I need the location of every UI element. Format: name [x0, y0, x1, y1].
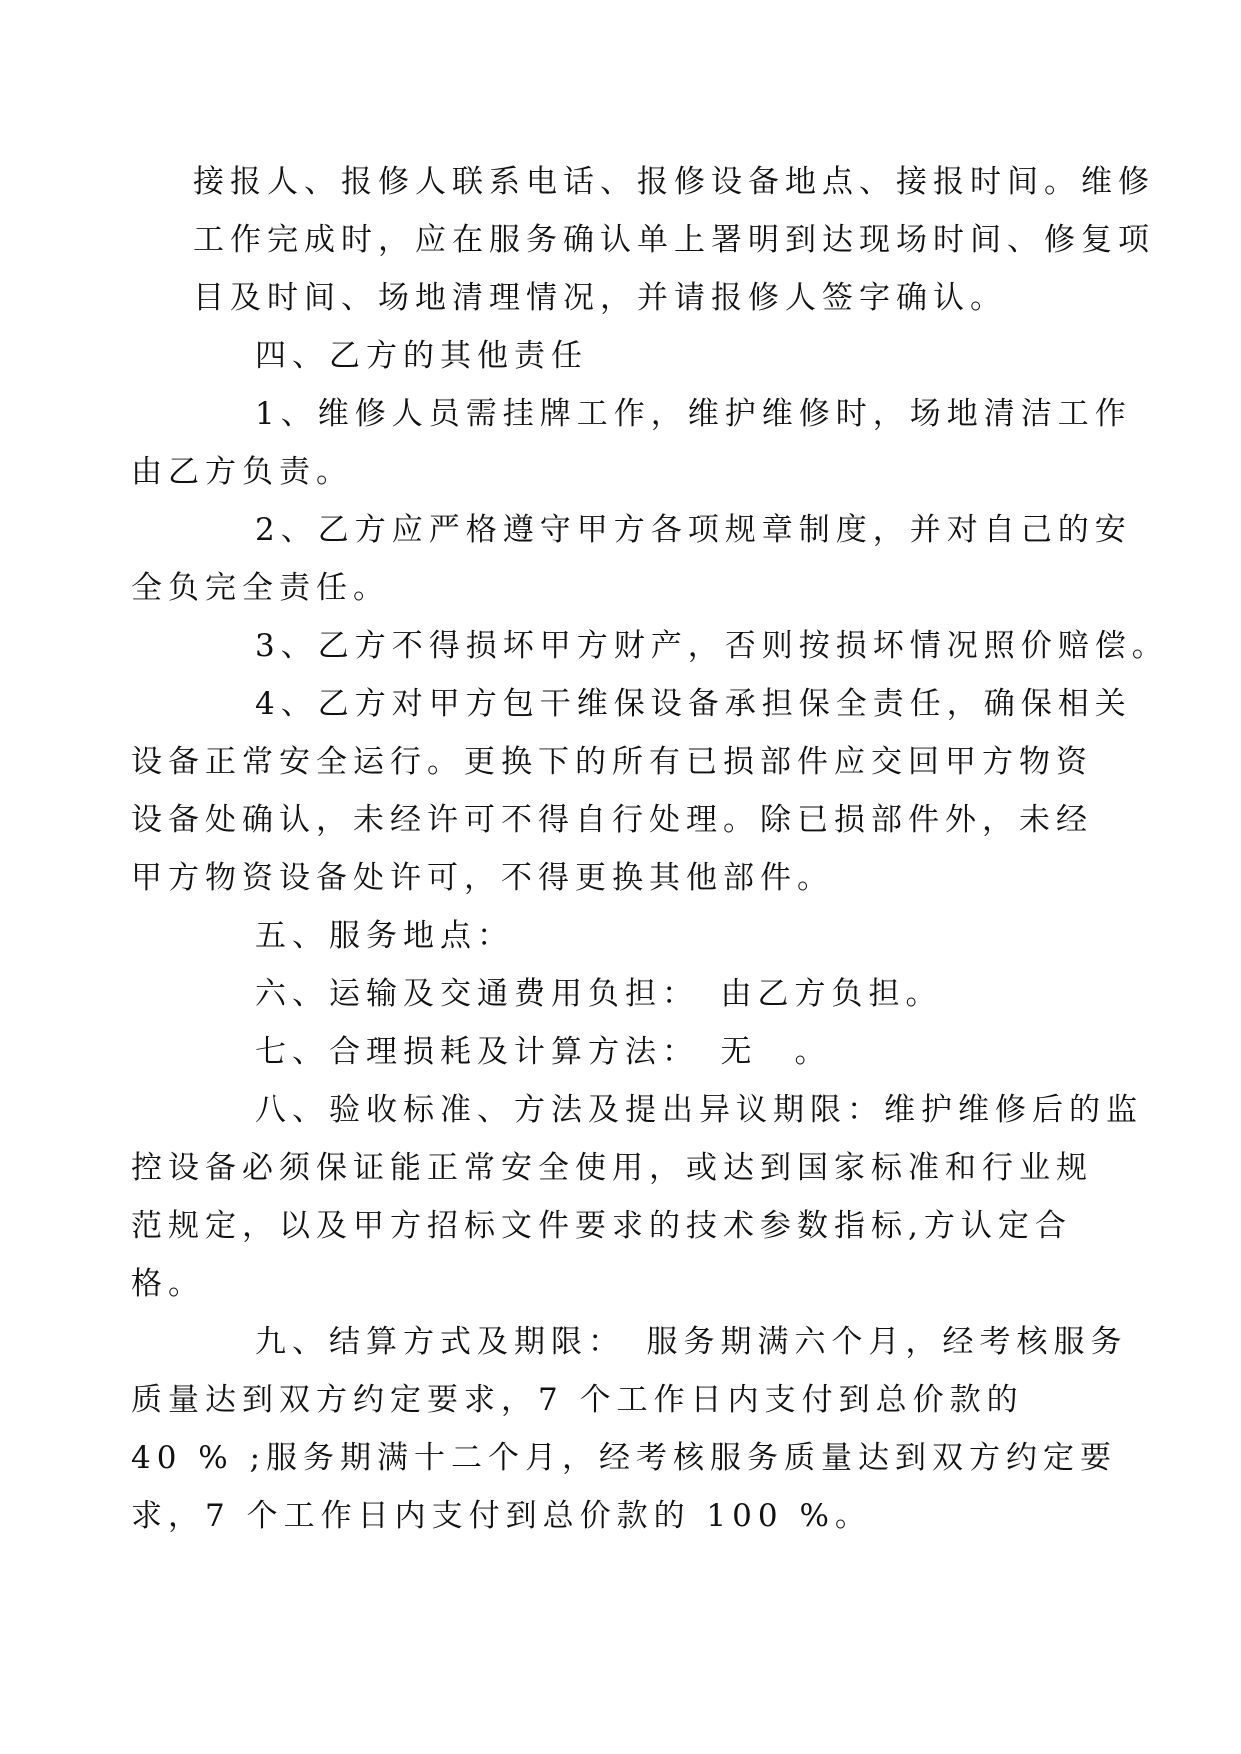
text-line: 3、乙方不得损坏甲方财产，否则按损坏情况照价赔偿。: [255, 628, 1169, 664]
text-line: 控设备必须保证能正常安全使用，或达到国家标准和行业规: [131, 1150, 1093, 1186]
text-line: 求，7 个工作日内支付到总价款的 100 %。: [131, 1498, 872, 1534]
text-line: 2、乙方应严格遵守甲方各项规章制度，并对自己的安: [255, 512, 1132, 548]
clause-1: [131, 385, 1132, 501]
clause-4: [131, 675, 1132, 907]
text-line: 六、运输及交通费用负担： 由乙方负担。: [255, 976, 943, 1012]
text-line: 工作完成时，应在服务确认单上署明到达现场时间、修复项: [193, 222, 1155, 258]
text-line: 四、乙方的其他责任: [255, 338, 588, 374]
section-settlement-terms: [131, 1313, 1128, 1545]
clause-2: [131, 501, 1132, 617]
text-line: 质量达到双方约定要求，7 个工作日内支付到总价款的: [131, 1382, 1024, 1418]
text-line: 全负完全责任。: [131, 570, 390, 606]
text-line: 接报人、报修人联系电话、报修设备地点、接报时间。维修: [193, 164, 1155, 200]
section-reasonable-loss: [193, 1023, 1073, 1081]
text-line: 目及时间、场地清理情况，并请报修人签字确认。: [193, 280, 1007, 316]
text-line: 甲方物资设备处许可，不得更换其他部件。: [131, 860, 834, 896]
text-line: 1、维修人员需挂牌工作，维护维修时，场地清洁工作: [255, 396, 1132, 432]
text-line: 设备处确认，未经许可不得自行处理。除已损部件外，未经: [131, 802, 1093, 838]
paragraph-repair-record: [193, 153, 1155, 327]
text-line: 格。: [131, 1266, 205, 1302]
text-line: 七、合理损耗及计算方法： 无 。: [255, 1034, 832, 1070]
text-line: 4、乙方对甲方包干维保设备承担保全责任，确保相关: [255, 686, 1132, 722]
text-line: 五、服务地点：: [255, 918, 514, 954]
text-line: 40 % ;服务期满十二个月，经考核服务质量达到双方约定要: [131, 1440, 1118, 1476]
section-transport-costs: [193, 965, 1073, 1023]
section-heading-other-duties: [193, 327, 1073, 385]
text-line: 八、验收标准、方法及提出异议期限：维护维修后的监: [255, 1092, 1143, 1128]
section-service-location: [193, 907, 1073, 965]
text-line: 范规定，以及甲方招标文件要求的技术参数指标,方认定合: [131, 1208, 1072, 1244]
document-body: [131, 153, 1169, 1545]
text-line: 设备正常安全运行。更换下的所有已损部件应交回甲方物资: [131, 744, 1093, 780]
text-line: 由乙方负责。: [131, 454, 353, 490]
text-line: 九、结算方式及期限： 服务期满六个月，经考核服务: [255, 1324, 1128, 1360]
section-acceptance-standard: [131, 1081, 1143, 1313]
clause-3: [193, 617, 1169, 675]
